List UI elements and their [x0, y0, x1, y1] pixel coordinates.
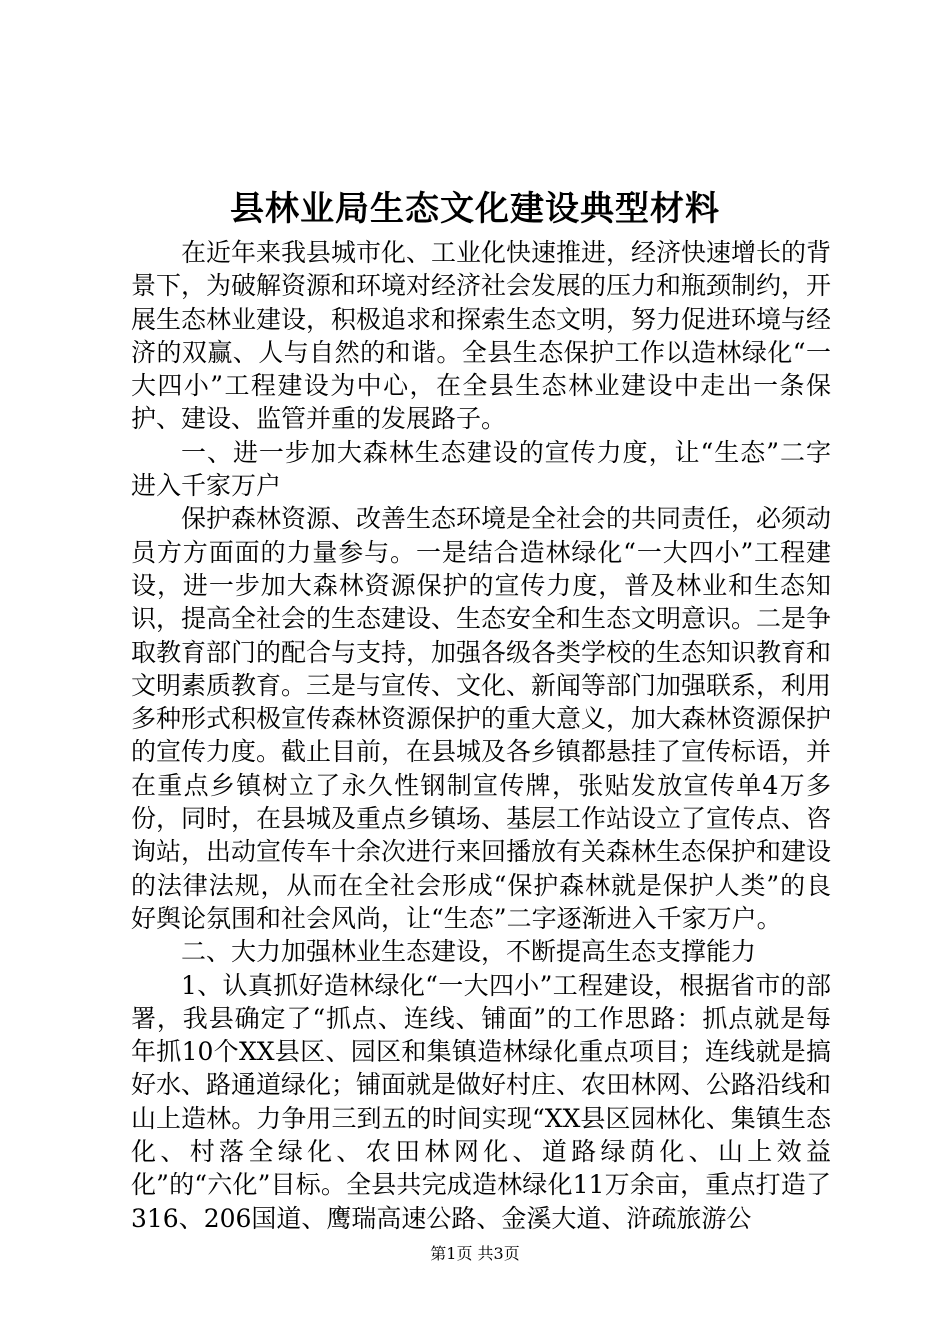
document-body: [131, 236, 831, 1235]
section-heading-2: 二、大力加强林业生态建设，不断提高生态支撑能力: [181, 937, 757, 967]
paragraph-intro: 在近年来我县城市化、工业化快速推进，经济快速增长的背景下，为破解资源和环境对经济社会发展的压力和瓶颈制约，开展生态林业建设，积极追求和探索生态文明，努力促进环境与经济的双赢、人与自然的和谐。全县生态保护工作以造林绿化“一大四小”工程建设为中心，在全县生态林业建设中走出一条保护、建设、监管并重的发展路子。: [131, 238, 832, 434]
document-title: 县林业局生态文化建设典型材料: [230, 189, 720, 229]
page-footer: 第1页 共3页: [430, 1244, 520, 1263]
paragraph-afforestation: 1、认真抓好造林绿化“一大四小”工程建设，根据省市的部署，我县确定了“抓点、连线、铺面”的工作思路：抓点就是每年抓10个XX县区、园区和集镇造林绿化重点项目；连线就是搞好水、路通道绿化；铺面就是做好村庄、农田林网、公路沿线和山上造林。力争用三到五的时间实现“XX县区园林化、集镇生态化、村落全绿化、农田林网化、道路绿荫化、山上效益化”的“六化”目标。全县共完成造林绿化11万余亩，重点打造了316、206国道、鹰瑞高速公路、金溪大道、浒疏旅游公: [131, 970, 832, 1233]
section-heading-1: 一、进一步加大森林生态建设的宣传力度，让“生态”二字进入千家万户: [131, 437, 831, 501]
paragraph-publicity: 保护森林资源、改善生态环境是全社会的共同责任，必须动员方方面面的力量参与。一是结合造林绿化“一大四小”工程建设，进一步加大森林资源保护的宣传力度，普及林业和生态知识，提高全社会的生态建设、生态安全和生态文明意识。二是争取教育部门的配合与支持，加强各级各类学校的生态知识教育和文明素质教育。三是与宣传、文化、新闻等部门加强联系，利用多种形式积极宣传森林资源保护的重大意义，加大森林资源保护的宣传力度。截止目前，在县城及各乡镇都悬挂了宣传标语，并在重点乡镇树立了永久性钢制宣传牌，张贴发放宣传单4万多份，同时，在县城及重点乡镇场、基层工作站设立了宣传点、咨询站，出动宣传车十余次进行来回播放有关森林生态保护和建设的法律法规，从而在全社会形成“保护森林就是保护人类”的良好舆论氛围和社会风尚，让“生态”二字逐渐进入千家万户。: [131, 504, 832, 933]
